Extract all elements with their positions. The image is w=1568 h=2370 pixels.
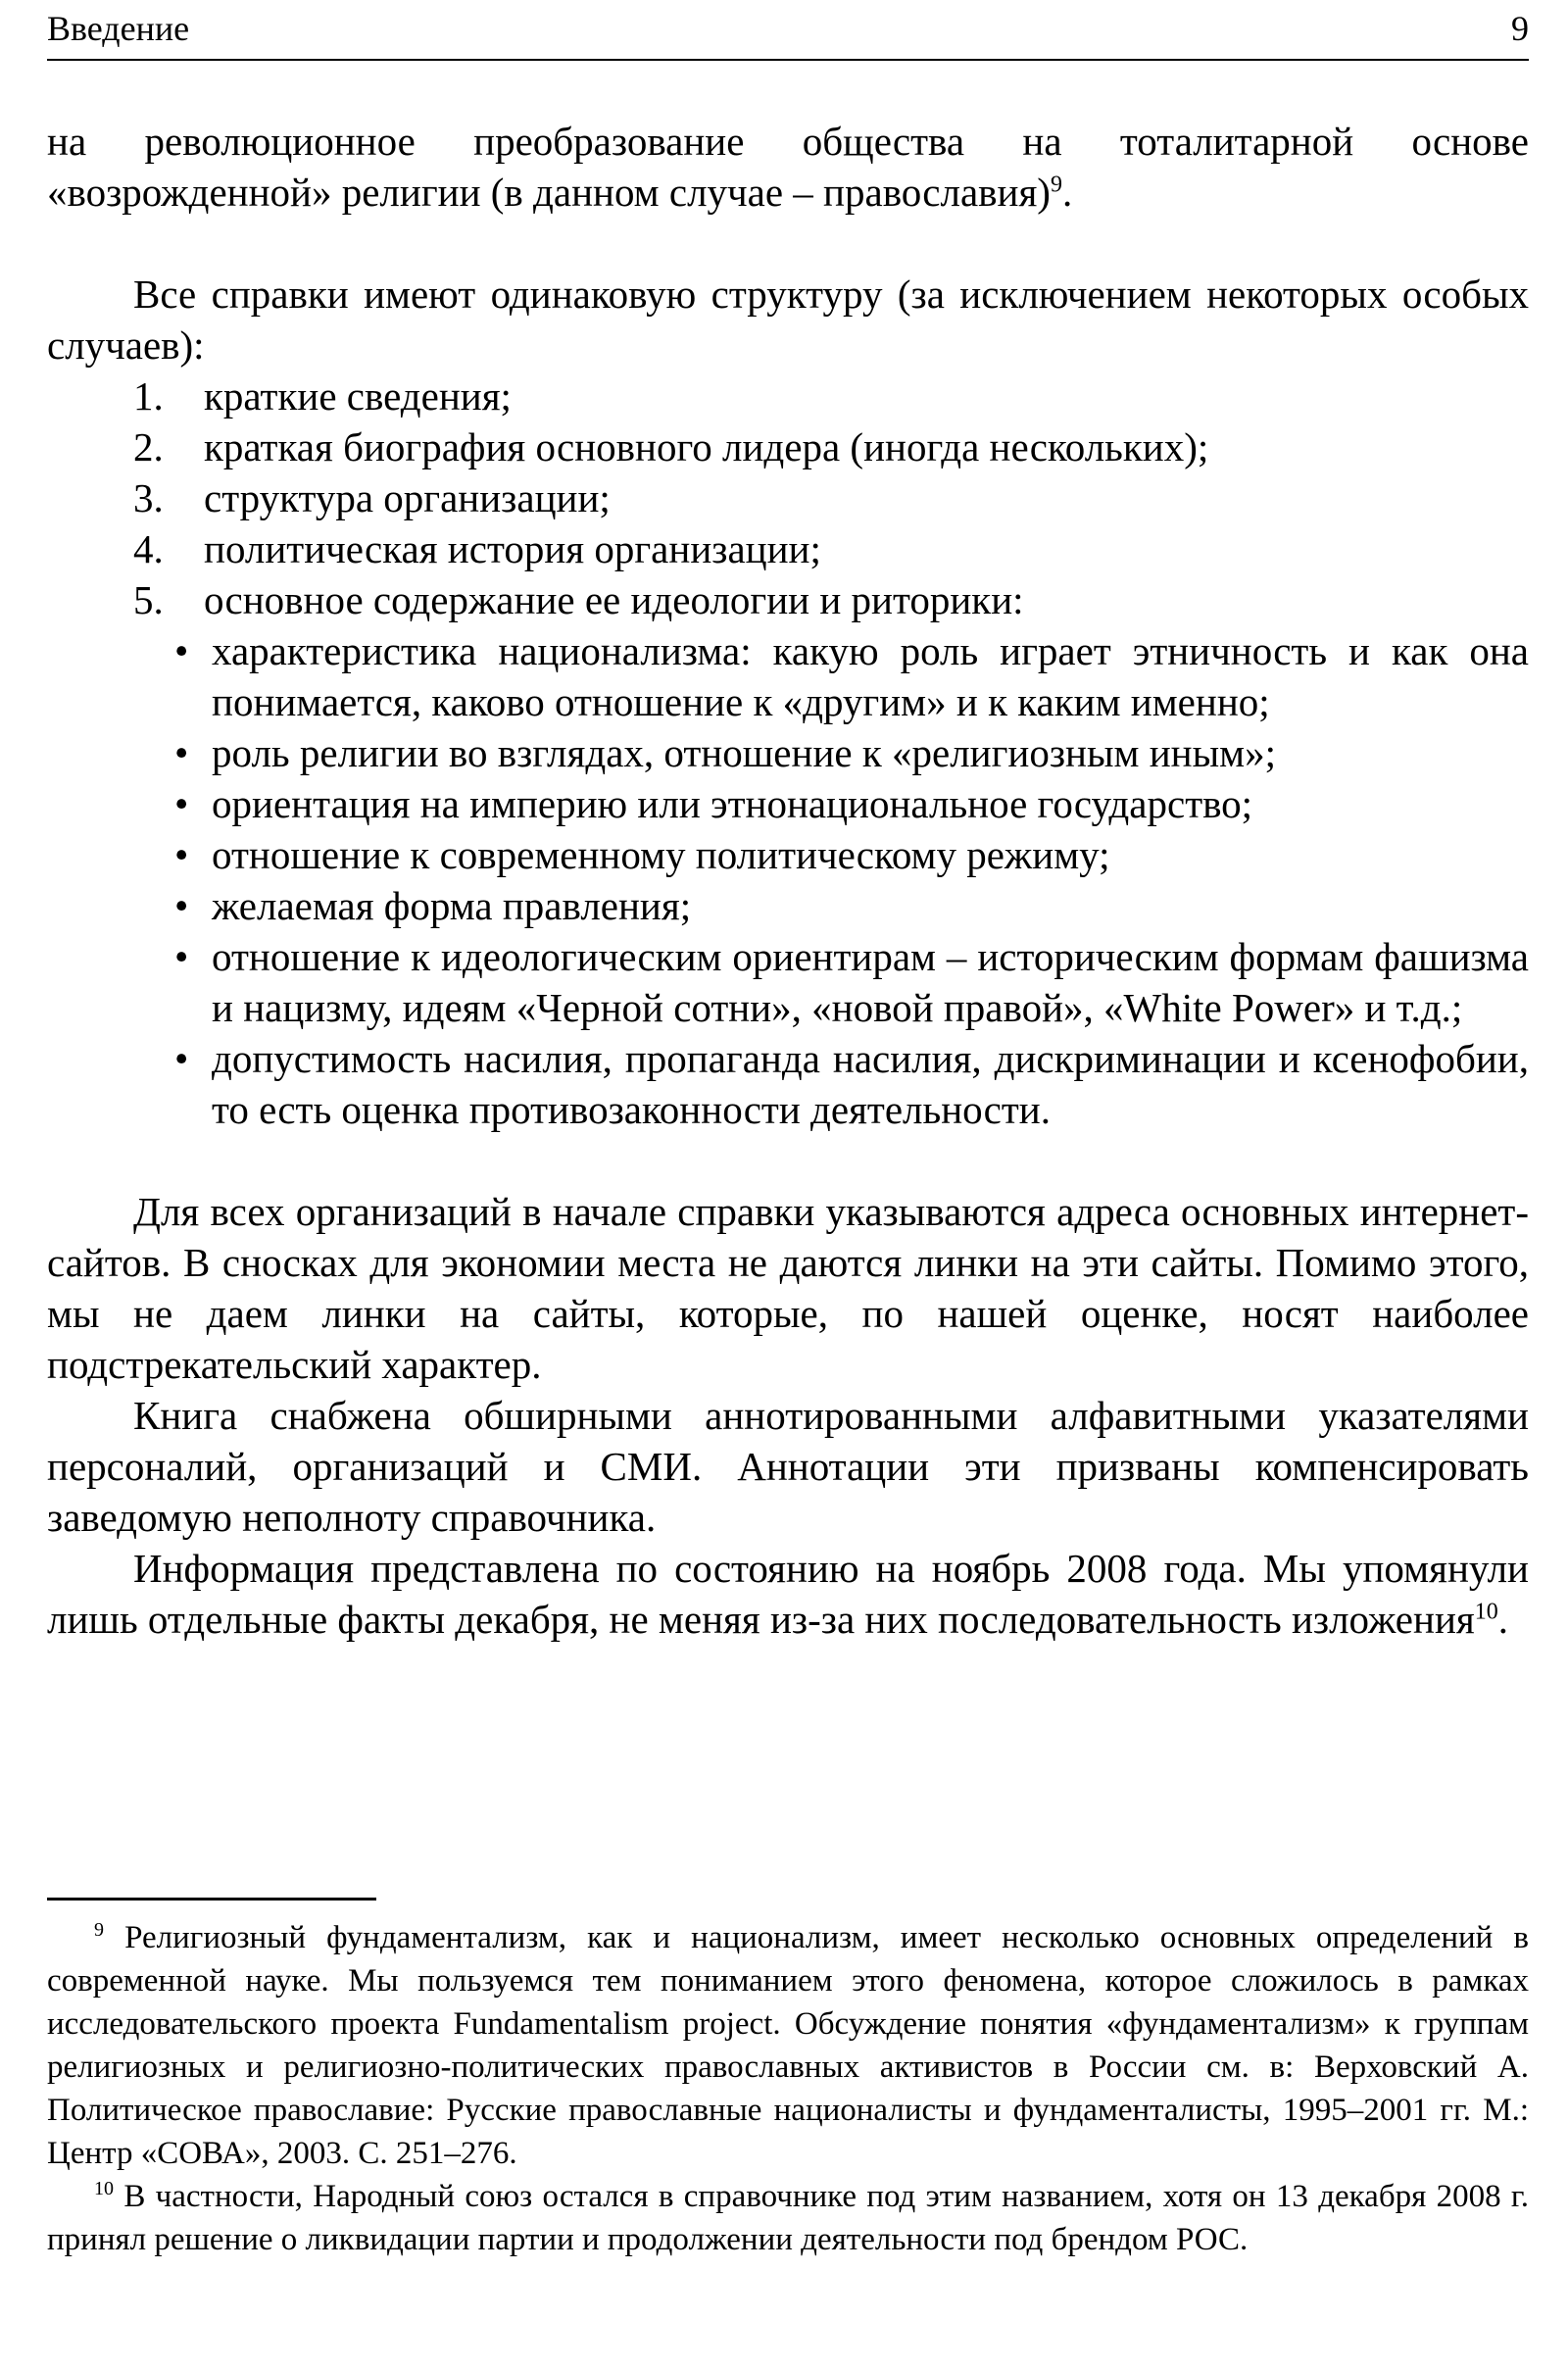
main-text — [47, 116, 1529, 1645]
bullet-icon: • — [174, 628, 189, 673]
footnote-ref-10[interactable]: 10 — [1474, 1599, 1498, 1625]
bullet-item: • характеристика национализма: какую роль играет этничность и как она понимается, каково отношение к «другим» и к каким именно; — [47, 625, 1529, 727]
footnotes — [47, 1916, 1529, 2261]
bullet-icon: • — [174, 730, 189, 775]
bullet-icon: • — [174, 832, 189, 877]
paragraph-5: Информация представлена по состоянию на ноябрь 2008 года. Мы упомянули лишь отдельные факты декабря, не меняя из-за них последовательность изложения$^{10}$. — [47, 1546, 1529, 1642]
list-item: 3. структура организации; — [133, 475, 611, 520]
paragraph-4: Книга снабжена обширными аннотированными алфавитными указателями персоналий, организаций и СМИ. Аннотации эти призваны компенсировать заведомую неполноту справочника. — [47, 1393, 1529, 1540]
bullet-item: • желаемая форма правления; — [47, 880, 1529, 931]
list-item: 2. краткая биография основного лидера (иногда нескольких); — [133, 424, 1209, 469]
footnote-separator — [47, 1898, 376, 1901]
list-item: 1. краткие сведения; — [133, 373, 512, 419]
bullet-icon: • — [174, 781, 189, 826]
bullet-item: • ориентация на империю или этнонациональное государство; — [47, 778, 1529, 829]
paragraph-3: Для всех организаций в начале справки указываются адреса основных интернет-сайтов. В сносках для экономии места не даются линки на эти сайты. Помимо этого, мы не даем линки на сайты, которые, по нашей оценке, носят наиболее подстрекательский характер. — [47, 1189, 1529, 1387]
list-item: 5. основное содержание ее идеологии и риторики: — [133, 577, 1024, 622]
bullet-list — [47, 625, 1529, 1135]
bullet-item: • роль религии во взглядах, отношение к «религиозным иным»; — [47, 727, 1529, 778]
page-number: 9 — [1511, 9, 1529, 48]
bullet-item: • отношение к идеологическим ориентирам – историческим формам фашизма и нацизму, идеям «Черной сотни», «новой правой», «White Power» и т.д.; — [47, 931, 1529, 1033]
running-header — [47, 0, 1529, 61]
footnote-9: $^9$ Религиозный фундаментализм, как и национализм, имеет несколько основных определений в современной науке. Мы пользуемся тем пониманием этого феномена, которое сложилось в рамках исследовательского проекта Fundamentalism project. Обсуждение понятия «фундаментализм» к группам религиозных и религиозно-политических православных активистов в России см. в: Верховский А. Политическое православие: Русские православные националисты и фундаменталисты, 1995–2001 гг. М.: Центр «СОВА», 2003. С. 251–276. — [47, 1919, 1530, 2171]
footnote-ref-9[interactable]: 9 — [1050, 172, 1062, 198]
numbered-list — [47, 370, 1529, 625]
bullet-icon: • — [174, 1036, 189, 1081]
document-page — [47, 0, 1529, 2370]
paragraph-1: на революционное преобразование общества на тоталитарной основе «возрожденной» религии (в данном случае – православия)$^9$. — [47, 119, 1529, 215]
bullet-item: • допустимость насилия, пропаганда насилия, дискриминации и ксенофобии, то есть оценка противозаконности деятельности. — [47, 1033, 1529, 1135]
bullet-icon: • — [174, 934, 189, 979]
footnote-10: $^{10}$ В частности, Народный союз остался в справочнике под этим названием, хотя он 13 декабря 2008 г. принял решение о ликвидации партии и продолжении деятельности под брендом РОС. — [47, 2178, 1529, 2257]
section-title: Введение — [47, 9, 190, 48]
bullet-icon: • — [174, 883, 189, 928]
paragraph-2: Все справки имеют одинаковую структуру (за исключением некоторых особых случаев): — [47, 272, 1529, 368]
list-item: 4. политическая история организации; — [133, 526, 821, 571]
bullet-item: • отношение к современному политическому режиму; — [47, 829, 1529, 880]
